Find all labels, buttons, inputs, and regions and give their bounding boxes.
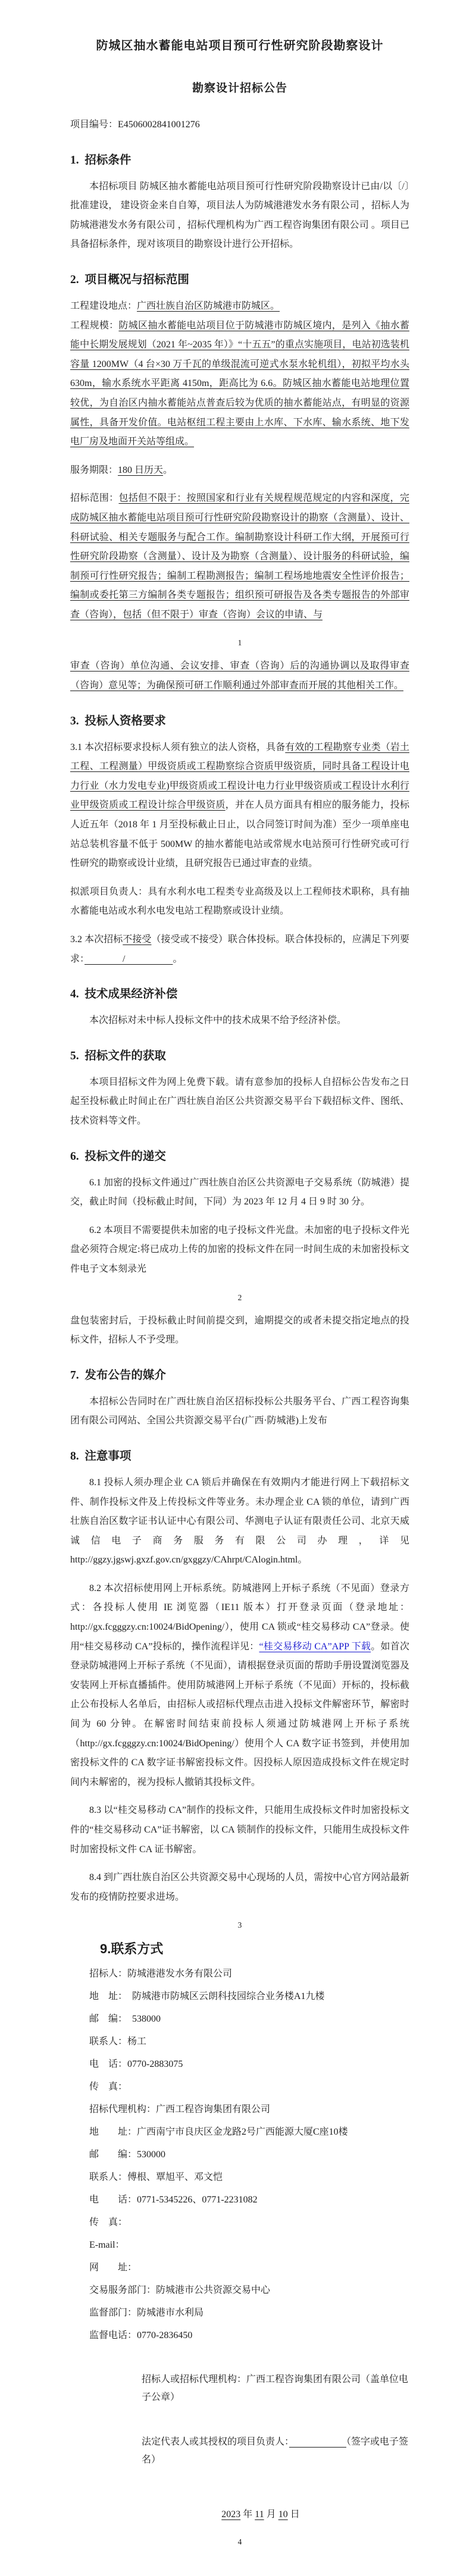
text-segment: 本招标公告同时在广西壮族自治区招标投标公共服务平台、广西工程咨询集团有限公司网站、全国公共资源交易平台(广西·防城港)上发布	[70, 1396, 409, 1426]
underlined-text: 180 日历天	[118, 465, 164, 475]
text-segment: 法定代表人或其授权的项目负责人：	[142, 2437, 290, 2448]
underlined-text: 广西壮族自治区防城港市防城区。	[137, 300, 280, 311]
stamp-line	[142, 2371, 409, 2406]
text-segment: 3.2 本次招标	[70, 934, 123, 945]
text-segment: 日	[287, 2509, 300, 2520]
text-segment: 联系人：杨工	[89, 2037, 147, 2047]
text-segment: 联系人：傅根、覃旭平、邓文恺	[89, 2172, 223, 2183]
text-segment: 电 话：0771-5345226、0771-2231082	[89, 2195, 258, 2205]
text-segment: 4	[237, 2537, 242, 2547]
agency-address	[89, 2121, 409, 2144]
text-segment: 地 址：广西南宁市良庆区金龙路2号广西能源大厦C座10楼	[89, 2127, 348, 2138]
text-segment: 。	[163, 465, 173, 475]
tenderer-postcode	[89, 2008, 409, 2031]
clause-8-2	[70, 1579, 409, 1793]
text-segment: 3	[237, 1921, 242, 1930]
text-segment: 工程建设地点：	[70, 300, 137, 311]
text-segment: 交易服务部门：防城港市公共资源交易中心	[89, 2285, 271, 2296]
page-number-2	[70, 1290, 409, 1306]
underlined-text: 审查（咨询）单位沟通、会议安排、审查（咨询）后的沟通协调以及取得审查（咨询）意见等；为确保预可研工作顺利通过外部审查而开展的其他相关工作。	[70, 661, 409, 691]
text-segment: 邮 编： 538000	[89, 2014, 161, 2025]
section-7-heading	[70, 1367, 409, 1385]
text-segment: 项目编号：E4506002841001276	[70, 120, 200, 130]
text-segment: 6. 投标文件的递交	[70, 1150, 166, 1163]
text-segment: 8.3 以“桂交易移动 CA”制作的投标文件，只能用生成投标文件时加密投标文件的“桂交易移动 CA”证书解密，以 CA 锁制作的投标文件，只能用生成投标文件时加密投标文件 CA 证书解密。	[70, 1805, 409, 1855]
text-segment: 传 真：	[89, 2082, 128, 2092]
text-segment: 服务期限：	[70, 465, 118, 475]
clause-3-1	[70, 738, 409, 874]
agency-postcode	[89, 2144, 409, 2166]
text-segment: 月	[264, 2509, 278, 2520]
underlined-text: 10	[278, 2509, 288, 2520]
text-segment: 1. 招标条件	[70, 153, 131, 167]
agency-email	[89, 2234, 409, 2257]
date-line	[70, 2506, 409, 2524]
text-segment: 盘包装密封后，于投标截止时间前提交到，逾期提交的或者未提交指定地点的投标文件，招标人不予受理。	[70, 1315, 409, 1345]
agency-name	[89, 2098, 409, 2121]
text-segment: 8. 注意事项	[70, 1449, 131, 1463]
section-2-heading	[70, 271, 409, 289]
service-period-line	[70, 461, 409, 481]
text-segment: 3. 投标人资格要求	[70, 714, 166, 727]
tender-scope-paragraph	[70, 489, 409, 625]
text-segment: （接受或不接受）联合体投标。联合体投标的，应满足下列要求：	[70, 934, 409, 964]
page-number-3	[70, 1918, 409, 1933]
clause-8-3	[70, 1801, 409, 1859]
supervision-phone	[89, 2324, 409, 2347]
text-segment: 防城区抽水蓄能电站项目预可行性研究阶段勘察设计	[96, 39, 384, 52]
agency-contact-person	[89, 2166, 409, 2189]
underlined-text: 有效的工程勘察专业类（岩土工程、工程测量）甲级资质或工程勘察综合资质甲级资质，同时具备工程设计电力行业（水力发电专业)甲级资质或工程设计电力行业甲级资质或工程设计水利行业甲级资质或工程设计综合甲级资质	[70, 742, 409, 811]
page-number-4	[70, 2534, 409, 2550]
text-segment: 本招标项目 防城区抽水蓄能电站项目预可行性研究阶段勘察设计已由/以〔/〕批准建设， 建设资金来自自筹，项目法人为防城港港发水务有限公司 ，招标人为防城港港发水务有限公司 ，招标代理机构为广西工程咨询集团有限公司 。项目已具备招标条件，现对该项目的勘察设计进行公开招标。	[70, 181, 409, 250]
text-segment: 6.2 本项目不需要提供未加密的电子投标文件光盘。未加密的电子投标文件光盘必须符合规定:将已成功上传的加密的投标文件在同一时间生成的未加密投标文件电子文本刻录光	[70, 1225, 409, 1274]
section-5-heading	[70, 1047, 409, 1065]
text-segment: 4. 技术成果经济补偿	[70, 988, 178, 1001]
text-segment: 电 话：0770-2883075	[89, 2059, 183, 2070]
text-segment: 地 址： 防城港市防城区云朗科技园综合业务楼A1九楼	[89, 1991, 325, 2002]
trading-service-department	[89, 2279, 409, 2302]
signature-line	[142, 2433, 409, 2469]
text-segment: 传 真：	[89, 2217, 128, 2228]
text-segment: 监督电话：0770-2836450	[89, 2330, 193, 2341]
text-segment: 拟派项目负责人：具有水利水电工程类专业高级及以上工程师技术职称，具有抽水蓄能电站或水利水电发电站工程勘察或设计业绩。	[70, 886, 409, 917]
tenderer-name	[89, 1963, 409, 1985]
underlined-text: /	[84, 953, 173, 964]
text-segment: 。	[173, 953, 183, 964]
text-segment: 8.2 本次招标使用网上开标系统。防城港网上开标子系统（不见面）登录方式：各投标人使用 IE 浏览器（IE11 版本）打开登录页面（登录地址：http://gx.fcgggzy.cn:10024/BidOpening/），使用 CA 锁或“桂交易移动 CA”登录。使用“桂交易移动 CA”投标的，操作流程详见：	[70, 1583, 409, 1652]
text-segment: 年	[240, 2509, 255, 2520]
clause-8-4	[70, 1868, 409, 1907]
project-leader-requirement	[70, 883, 409, 921]
underlined-text: 包括但不限于：按照国家和行业有关规程规范规定的内容和深度，完成防城区抽水蓄能电站项目预可行性研究阶段勘察设计的勘察（含测量）、设计、科研试验、相关专题服务与配合工作。编制勘察设计科研工作大纲，开展预可行性研究阶段勘察（含测量）、设计及为勘察（含测量）、设计服务的科研试验，编制预可行性研究报告；编制工程勘测报告；编制工程场地地震安全性评价报告；编制或委托第三方编制各类专题报告；组织预可研报告及各类专题报告的外部审查（咨询），包括（但不限于）审查（咨询）会议的申请、与	[70, 493, 409, 620]
underlined-text: 11	[255, 2509, 264, 2520]
section-5-paragraph	[70, 1073, 409, 1131]
text-segment: 邮 编：530000	[89, 2150, 166, 2160]
text-segment: 招标代理机构：广西工程咨询集团有限公司	[89, 2104, 271, 2115]
text-segment: 2	[237, 1292, 242, 1302]
project-number	[70, 115, 409, 135]
section-6-heading	[70, 1148, 409, 1166]
text-segment: 勘察设计招标公告	[192, 82, 287, 95]
agency-phone	[89, 2189, 409, 2211]
tenderer-fax	[89, 2076, 409, 2098]
tenderer-phone	[89, 2053, 409, 2076]
text-segment: 8.4 到广西壮族自治区公共资源交易中心现场的人员，需按中心官方网站最新发布的疫情防控要求进场。	[70, 1872, 409, 1902]
agency-website	[89, 2257, 409, 2279]
underlined-text: 2023	[221, 2509, 241, 2520]
project-location-line	[70, 297, 409, 316]
clause-6-2	[70, 1221, 409, 1279]
section-9-heading	[70, 1939, 409, 1959]
agency-fax	[89, 2211, 409, 2234]
text-segment: 本次招标对未中标人投标文件中的技术成果不给予经济补偿。	[89, 1015, 347, 1026]
text-segment: 。如首次登录防城港网上开标子系统（不见面），请根据登录页面的帮助手册设置浏览器及安装网上开标直播插件。使用防城港网上开标子系统（不见面）开标的，投标截止公布投标人名单后，由招标人或招标代理点击进入投标文件解密环节，解密时间为 60 分钟。在解密时间结束前投标人须通过防城港网上开标子系统（http://gx.fcgggzy.cn:10024/BidOpening/）使用个人 CA 数字证书签到，并使用加密投标文件的 CA 数字证书解密投标文件。因投标人原因造成投标文件在规定时间内未解密的，视为投标人撤销其投标文件。	[70, 1641, 409, 1787]
text-segment: 招标人或招标代理机构：广西工程咨询集团有限公司（盖单位电子公章）	[142, 2374, 409, 2403]
tender-scope-continued	[70, 657, 409, 695]
tenderer-address	[89, 1985, 409, 2008]
text-segment: 网 址：	[89, 2263, 137, 2273]
mobile-ca-app-download-link[interactable]: “桂交易移动 CA”APP 下载	[259, 1641, 371, 1652]
section-3-heading	[70, 713, 409, 730]
page-number-1	[70, 635, 409, 651]
text-segment: 工程规模：	[70, 320, 119, 331]
doc-title	[70, 37, 409, 55]
section-4-paragraph	[70, 1011, 409, 1031]
text-segment: 本项目招标文件为网上免费下载。请有意参加的投标人自招标公告发布之日起至投标截止时间止在广西壮族自治区公共资源交易平台下载招标文件、图纸、技术资料等文件。	[70, 1077, 409, 1126]
text-segment: E-mail：	[89, 2240, 125, 2251]
text-segment: 7. 发布公告的媒介	[70, 1369, 166, 1382]
text-segment: 6.1 加密的投标文件通过广西壮族自治区公共资源电子交易系统（防城港）提交，截止时间（投标截止时间，下同）为 2023 年 12 月 4 日 9 时 30 分。	[70, 1177, 409, 1207]
section-1-paragraph	[70, 177, 409, 255]
text-segment: 2. 项目概况与招标范围	[70, 273, 189, 286]
text-segment: 3.1 本次招标要求投标人须有独立的法人资格，具备	[70, 742, 286, 752]
tenderer-contact-person	[89, 2031, 409, 2053]
clause-8-1	[70, 1473, 409, 1570]
section-1-heading	[70, 152, 409, 170]
clause-3-2	[70, 930, 409, 969]
section-7-paragraph	[70, 1392, 409, 1431]
text-segment: （签字或电子签名）	[142, 2437, 409, 2465]
text-segment: 9.联系方式	[100, 1941, 164, 1957]
underlined-text: 防城区抽水蓄能电站项目位于防城港市防城区境内，是列入《抽水蓄能中长期发展规划（2021 年~2035 年）》“十五五”的重点实施项目，电站初选装机容量 1200MW（4 台×30 万千瓦的单级混流可逆式水泵水轮机组），初拟平均水头 630m，输水系统水平距离 4150m，距高比为 6.6。防城区抽水蓄能电站地理位置较优，为自治区内抽水蓄能站点普查后较为优质的抽水蓄能站点，有明显的资源属性，具备开发价值。电站枢纽工程主要由上水库、下水库、输水系统、地下发电厂房及地面开关站等组成。	[70, 320, 409, 447]
text-segment: 招标人：防城港港发水务有限公司	[89, 1969, 233, 1979]
text-segment: 1	[237, 638, 242, 648]
section-8-heading	[70, 1448, 409, 1466]
clause-6-2-continued	[70, 1311, 409, 1350]
underlined-text: 不接受	[123, 934, 152, 945]
underlined-text	[289, 2437, 346, 2447]
text-segment: ，并在人员方面具有相应的服务能力，投标人近五年（2018 年 1 月至投标截止日止，以合同签订时间为准）至少一项单座电站总装机容量不低于 500MW 的抽水蓄能电站或常规水电站预可行性研究或可行性研究的勘察或设计业绩，且研究报告已通过审查的业绩。	[70, 800, 409, 869]
clause-6-1	[70, 1174, 409, 1212]
text-segment: 8.1 投标人须办理企业 CA 锁后并确保在有效期内才能进行网上下载招标文件、制作投标文件及上传投标文件等业务。未办理企业 CA 锁的单位，请到广西壮族自治区数字证书认证中心有限公司、华测电子认证有限责任公司、北京天威诚信电子商务服务有限公司办理，详见 http://ggzy.jgswj.gxzf.gov.cn/gxggzy/CAhrpt/CAlogin.html。	[70, 1477, 409, 1565]
project-scale-paragraph	[70, 316, 409, 452]
text-segment: 5. 招标文件的获取	[70, 1049, 166, 1062]
section-4-heading	[70, 986, 409, 1003]
text-segment: 监督部门：防城港市水利局	[89, 2308, 204, 2318]
doc-subtitle	[70, 81, 409, 96]
text-segment: 招标范围：	[70, 493, 119, 504]
supervision-department	[89, 2302, 409, 2324]
